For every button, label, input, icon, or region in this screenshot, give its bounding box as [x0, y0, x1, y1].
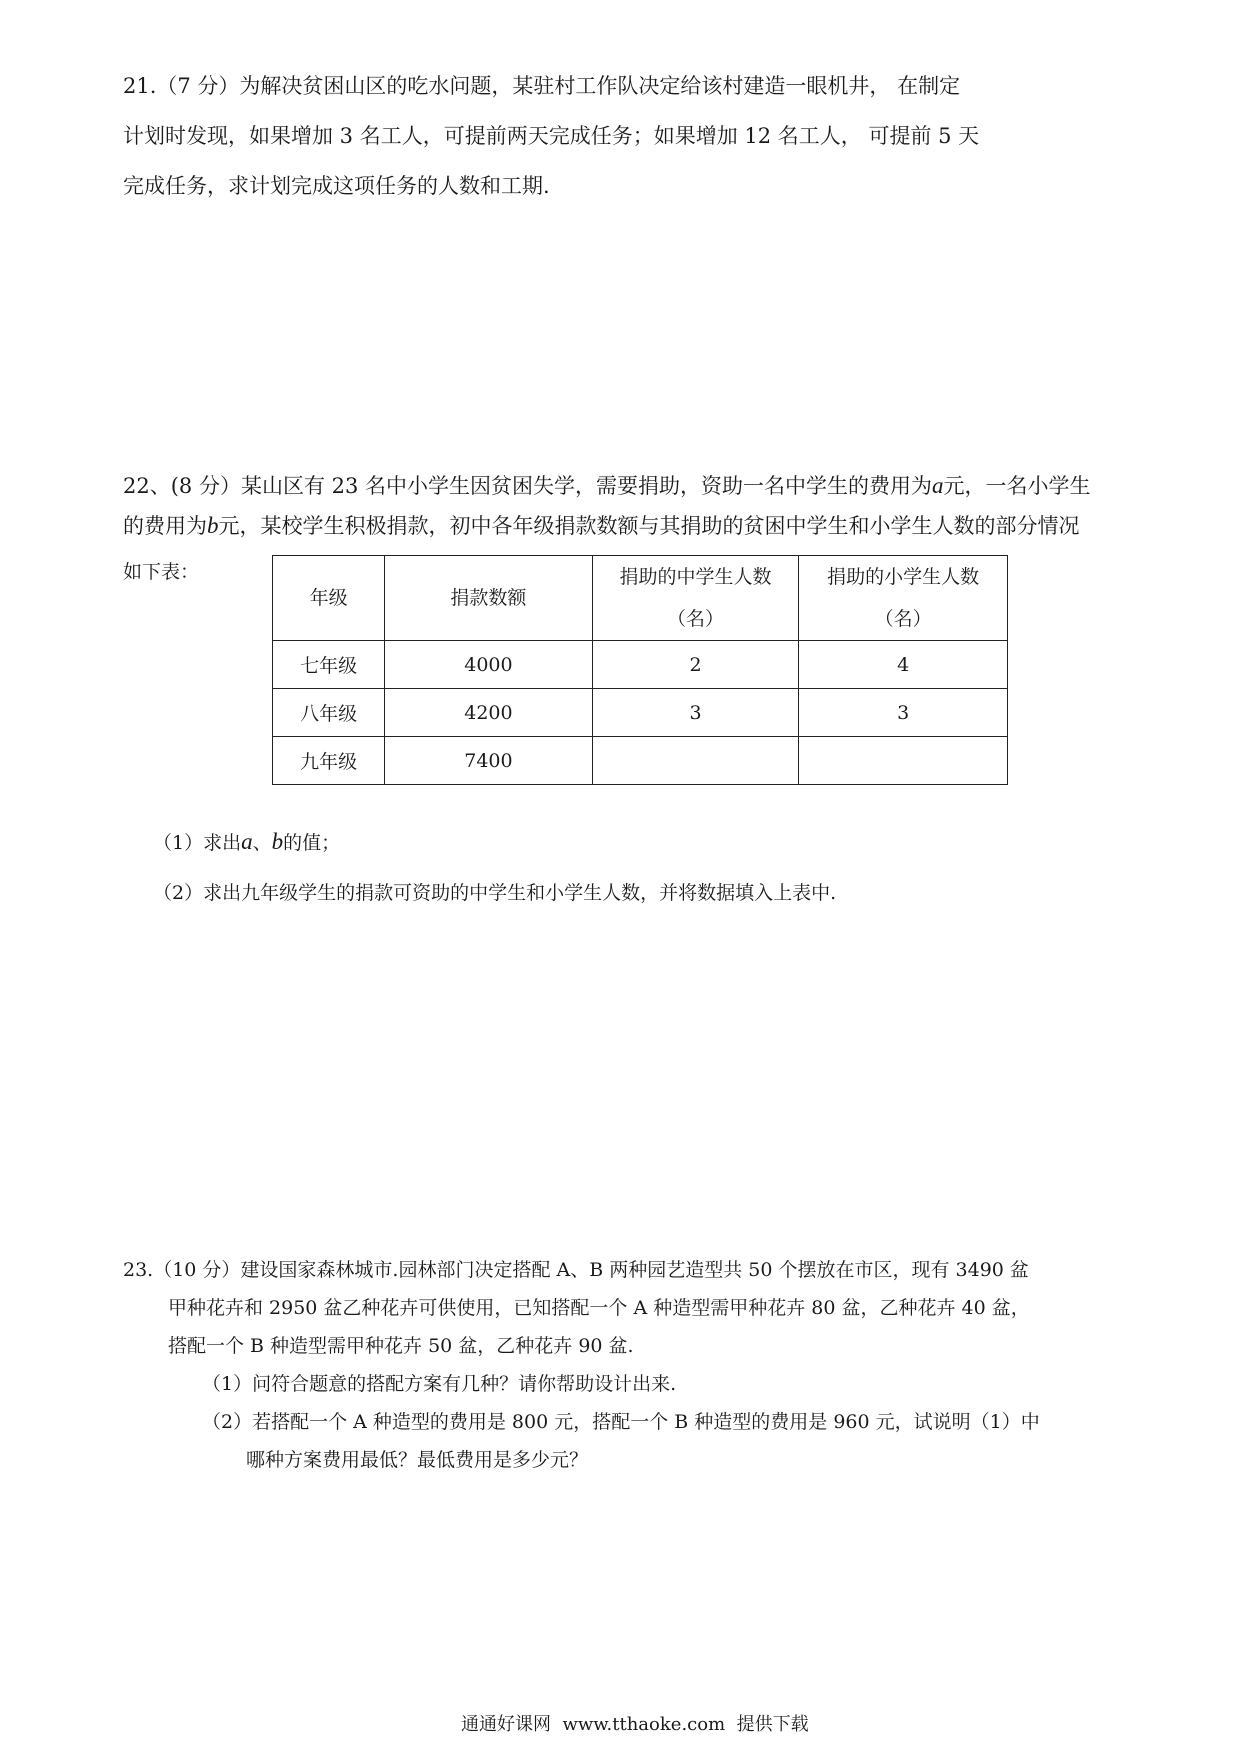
cell-grade: 八年级	[273, 689, 385, 737]
q21-line-1: 21.（7 分）为解决贫困山区的吃水问题，某驻村工作队决定给该村建造一眼机井， 在制定	[123, 74, 961, 98]
header-amount: 捐款数额	[385, 556, 593, 641]
q23-sub-1: （1）问符合题意的搭配方案有几种？请你帮助设计出来.	[202, 1373, 677, 1395]
q22-line-1-pre: 22、(8 分）某山区有 23 名中小学生因贫困失学，需要捐助，资助一名中学生的费用为	[123, 474, 933, 498]
var-b: b	[207, 513, 219, 538]
var-b: b	[271, 829, 284, 854]
q22-line-3: 如下表：	[123, 561, 200, 583]
cell-amount: 4000	[385, 641, 593, 689]
cell-middle: 2	[592, 641, 799, 689]
cell-primary: 3	[799, 689, 1008, 737]
header-primary-count: 捐助的小学生人数 （名）	[799, 556, 1008, 641]
table-header-row	[273, 556, 1008, 641]
q23-sub-2-line-2: 哪种方案费用最低？最低费用是多少元？	[246, 1449, 589, 1471]
q22-line-1-post: 元，一名小学生	[943, 474, 1091, 498]
cell-grade: 九年级	[273, 737, 385, 785]
page-footer: 通通好课网 www.tthaoke.com 提供下载	[461, 1714, 809, 1735]
header-grade: 年级	[273, 556, 385, 641]
donation-table	[272, 555, 1008, 785]
q22-line-2	[123, 512, 1080, 540]
q22-sub-1: （1）求出a、b的值；	[153, 829, 341, 854]
cell-amount: 7400	[385, 737, 593, 785]
header-middle-count: 捐助的中学生人数 （名）	[592, 556, 799, 641]
q22-sub-2: （2）求出九年级学生的捐款可资助的中学生和小学生人数，并将数据填入上表中.	[153, 882, 837, 904]
table-row	[273, 737, 1008, 785]
q21-line-3: 完成任务，求计划完成这项任务的人数和工期.	[123, 174, 550, 198]
q22-line-2-post: 元，某校学生积极捐款，初中各年级捐款数额与其捐助的贫困中学生和小学生人数的部分情况	[218, 514, 1080, 538]
table-row	[273, 689, 1008, 737]
cell-middle: 3	[592, 689, 799, 737]
q23-line-3: 搭配一个 B 种造型需甲种花卉 50 盆，乙种花卉 90 盆.	[168, 1335, 634, 1357]
q22-line-2-pre: 的费用为	[123, 514, 207, 538]
cell-middle	[592, 737, 799, 785]
q21-line-2: 计划时发现，如果增加 3 名工人，可提前两天完成任务；如果增加 12 名工人， 可提前 5 天	[123, 124, 980, 148]
q23-line-2: 甲种花卉和 2950 盆乙种花卉可供使用，已知搭配一个 A 种造型需甲种花卉 80 盆，乙种花卉 40 盆，	[168, 1297, 1030, 1319]
cell-grade: 七年级	[273, 641, 385, 689]
cell-amount: 4200	[385, 689, 593, 737]
var-a: a	[241, 829, 253, 854]
q22-line-1	[123, 472, 1091, 500]
table-row	[273, 641, 1008, 689]
q23-line-1: 23.（10 分）建设国家森林城市.园林部门决定搭配 A、B 两种园艺造型共 50 个摆放在市区，现有 3490 盆	[123, 1259, 1029, 1281]
var-a: a	[932, 473, 944, 498]
q23-sub-2-line-1: （2）若搭配一个 A 种造型的费用是 800 元，搭配一个 B 种造型的费用是 960 元，试说明（1）中	[202, 1411, 1040, 1433]
cell-primary: 4	[799, 641, 1008, 689]
cell-primary	[799, 737, 1008, 785]
